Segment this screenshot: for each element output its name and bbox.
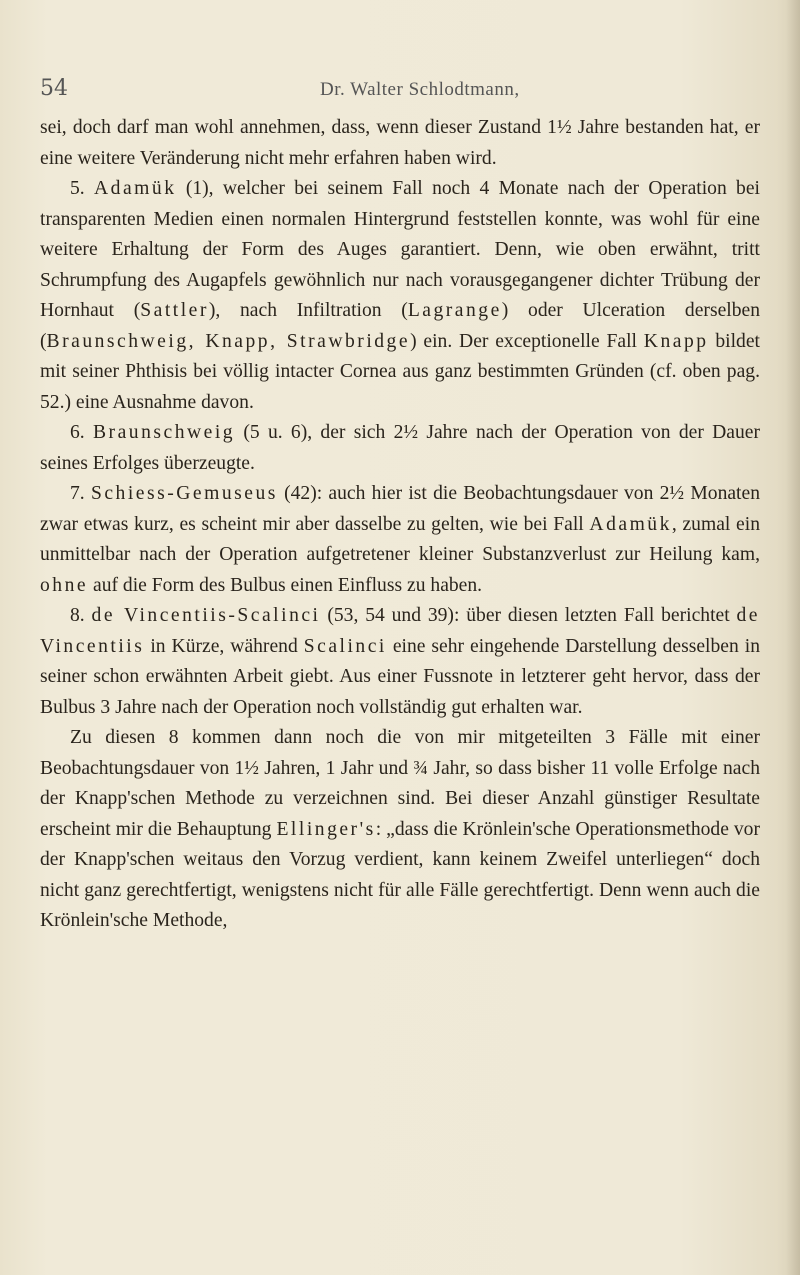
text-run: bildet mit seiner Phthisis bei völlig intacter Cornea aus ganz bestimmten Gründen (cf. oben pag. 52.) eine Ausnahme davon. — [40, 330, 760, 413]
text-run: in Kürze, während — [144, 635, 304, 657]
spaced-name: Sattler — [140, 300, 209, 321]
text-run: eine sehr eingehende Darstellung desselben in seiner schon erwähnten Arbeit giebt. Aus einer Fussnote in letzterer geht hervor, dass der Bulbus 3 Jahre nach der Operation noch vollständig gut erhalten war. — [40, 635, 761, 718]
spaced-name: Adamük — [589, 513, 672, 535]
paragraph — [40, 174, 760, 418]
spaced-name: de Vincentiis — [40, 605, 760, 657]
text-run: 6. — [70, 422, 93, 443]
text-run: (1), welcher bei seinem Fall noch 4 Monate nach der Operation bei transparenten Medien einen normalen Hintergrund feststellen konnte, was wohl für eine weitere Erhaltung der Form des Auges garantiert. Denn, wie oben erwähnt, tritt Schrumpfung des Augapfels gewöhnlich nur nach vorausgegangener dichter Trübung der Hornhaut ( — [40, 178, 760, 321]
text-run: ) oder Ulceration derselben ( — [40, 300, 760, 352]
text-run: 8. — [70, 605, 92, 626]
spaced-name: Braunschweig — [92, 422, 236, 443]
spaced-name: Lagrange — [407, 300, 502, 321]
text-run: Zu diesen 8 kommen dann noch die von mir mitgeteilten 3 Fälle mit einer Beobachtungsdauer von 1½ Jahren, 1 Jahr und ¾ Jahr, so dass bisher 11 volle Erfolge nach der Knapp'schen Methode zu verzeichnen sind. Bei dieser Anzahl günstiger Resultate erscheint mir die Behauptung — [40, 727, 760, 840]
text-run: auf die Form des Bulbus einen Einfluss zu haben. — [88, 574, 483, 596]
spaced-name: de Vincentiis-Scalinci — [91, 605, 321, 626]
spaced-name: Knapp — [643, 330, 709, 352]
page-header — [40, 76, 760, 106]
spaced-name: Scalinci — [303, 635, 387, 657]
paragraph — [40, 418, 760, 479]
text-run: (53, 54 und 39): über diesen letzten Fall berichtet — [320, 605, 737, 626]
text-run: (5 u. 6), der sich 2½ Jahre nach der Operation von der Dauer seines Erfolges überzeugte. — [40, 422, 760, 474]
paragraph — [40, 113, 760, 174]
text-run: 7. — [70, 483, 91, 504]
text-run: ), nach Infiltration ( — [208, 300, 408, 321]
text-run: : „dass die Krönlein'sche Operationsmethode vor der Knapp'schen weitaus den Vorzug verdient, kann keinem Zweifel unterliegen“ doch nicht ganz gerechtfertigt, wenigstens nicht für alle Fälle gerechtfertigt. Denn wenn auch die Krönlein'sche Methode, — [40, 818, 760, 931]
paragraph — [40, 601, 760, 723]
spaced-name: Schiess-Gemuseus — [90, 483, 278, 504]
spaced-name: Ellinger's — [276, 818, 376, 840]
spaced-name: ohne — [40, 574, 89, 596]
paragraph — [40, 479, 760, 601]
text-run: sei, doch darf man wohl annehmen, dass, wenn dieser Zustand 1½ Jahre bestanden hat, er eine weitere Veränderung nicht mehr erfahren haben wird. — [40, 117, 760, 169]
text-run: 5. — [70, 178, 95, 199]
spaced-name: Adamük — [94, 178, 177, 199]
text-run: ) ein. Der exceptionelle Fall — [410, 330, 644, 352]
body-text — [40, 113, 760, 937]
page-number: 54 — [40, 76, 68, 101]
running-head: Dr. Walter Schlodtmann, — [320, 79, 520, 100]
paragraph — [40, 723, 760, 937]
text-run: (42): auch hier ist die Beobachtungsdauer von 2½ Monaten zwar etwas kurz, es scheint mir aber dasselbe zu gelten, wie bei Fall — [40, 483, 760, 535]
text-run: , zumal ein unmittelbar nach der Operation aufgetretener kleiner Substanzverlust zur Heilung kam, — [40, 513, 760, 565]
page-edge-shadow — [786, 0, 800, 1275]
spaced-name: Braunschweig, Knapp, Strawbridge — [46, 330, 411, 352]
